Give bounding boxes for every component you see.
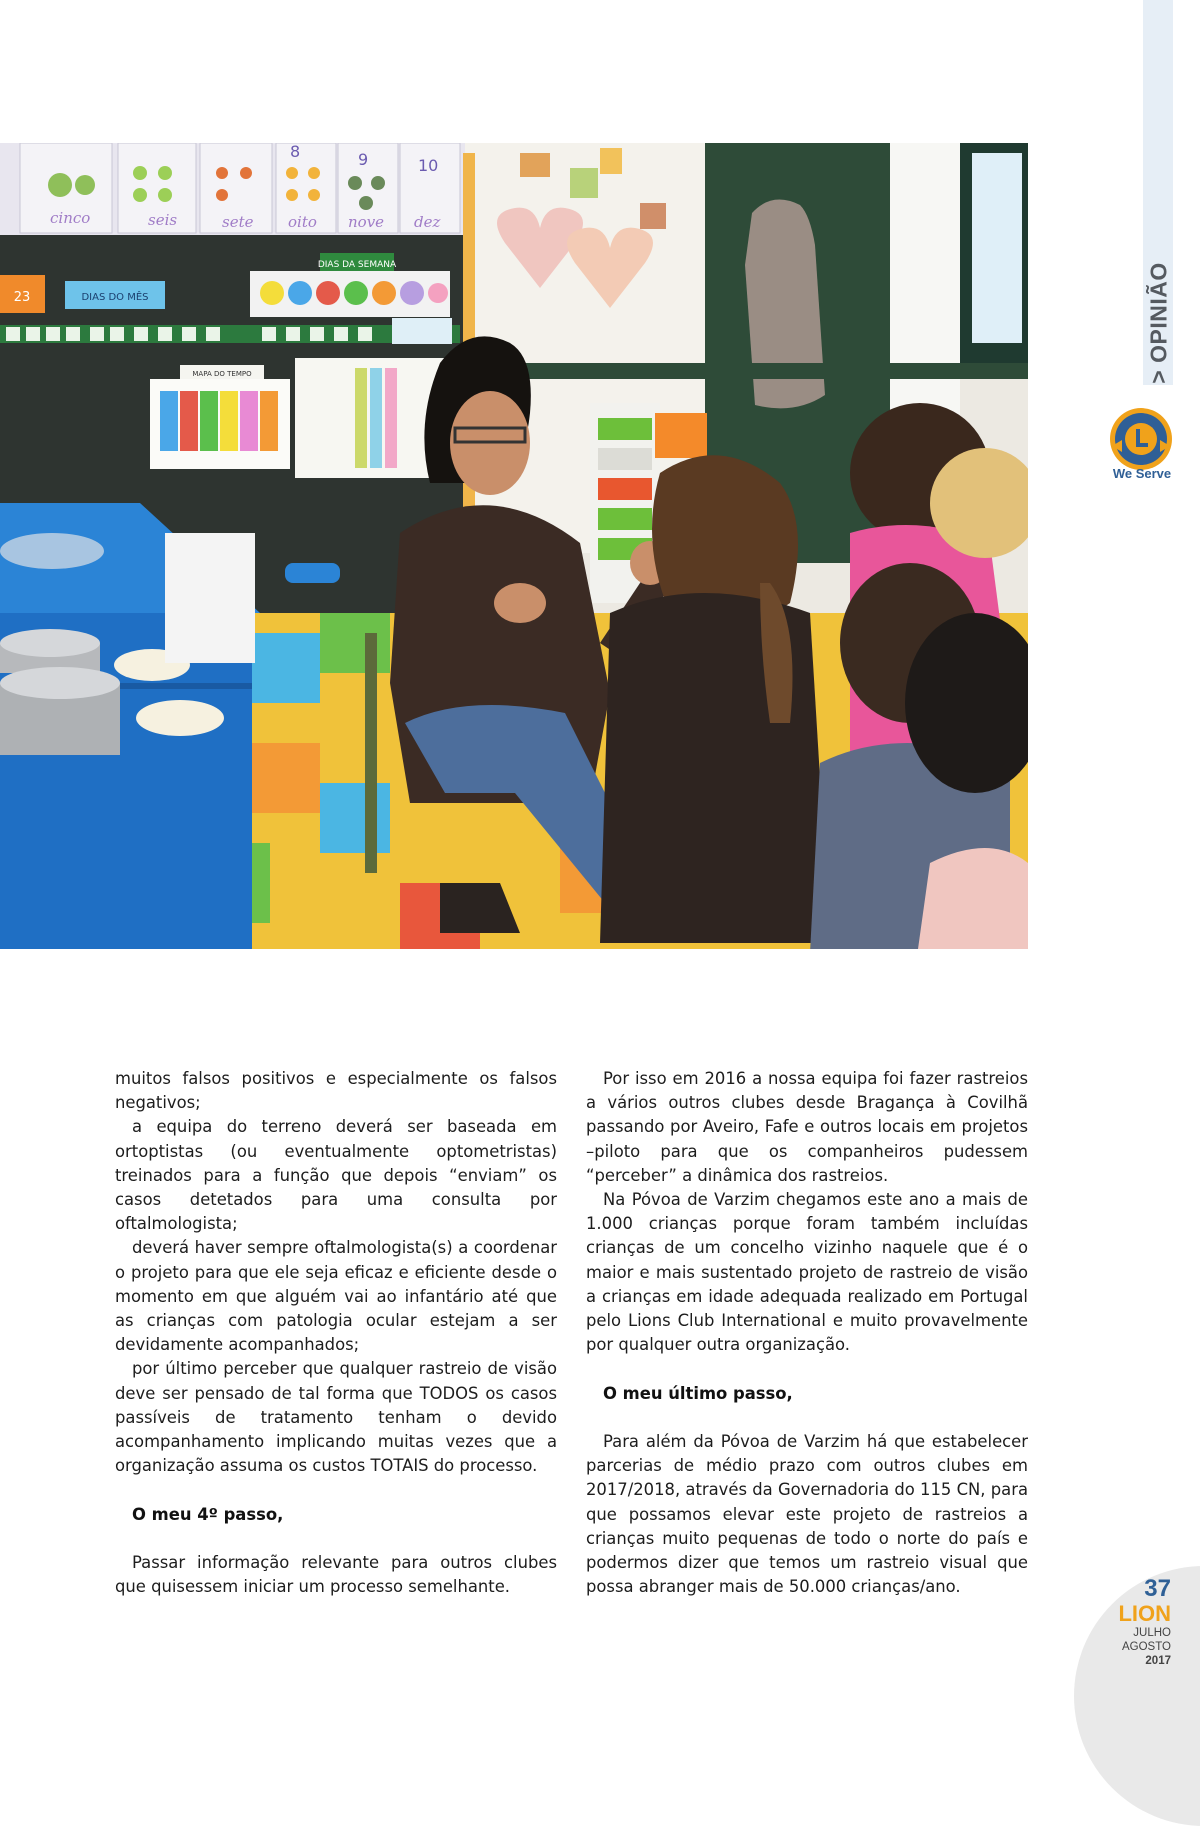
chair xyxy=(365,633,377,873)
section-label-text: > OPINIÃO xyxy=(1145,262,1172,384)
logo-center xyxy=(1125,423,1157,455)
section-label xyxy=(1129,258,1189,388)
number-cards xyxy=(0,143,465,235)
card-word-oito: oito xyxy=(288,213,317,231)
lions-logo xyxy=(1108,406,1174,472)
card-number-9: 9 xyxy=(358,150,369,169)
page-number: 37 xyxy=(1144,1575,1171,1602)
card-word-nove: nove xyxy=(348,213,385,231)
paragraph: a equipa do terreno deverá ser baseada em ortoptistas (ou eventualmente optometristas) treinados para a função que depois “enviam” os casos detetados para uma consulta por oftalmologista; xyxy=(115,1117,557,1234)
card-word-cinco: cinco xyxy=(50,209,91,227)
weekday-circles xyxy=(250,271,450,317)
article-column-right xyxy=(586,1067,1028,1599)
card-number-10: 10 xyxy=(418,156,439,175)
card-word-seis: seis xyxy=(148,211,178,229)
toy-car xyxy=(285,563,340,583)
classroom-photo-illustration xyxy=(0,143,1028,949)
classroom-photo xyxy=(0,143,1028,949)
paragraph: Por isso em 2016 a nossa equipa foi fazer rastreios a vários outros clubes desde Bragança à Covilhã passando por Aveiro, Fafe e outros locais em projetos –piloto para que os companheiros pudessem “perceber” a dinâmica dos rastreios. xyxy=(586,1069,1028,1185)
label-dias-da-semana: DIAS DA SEMANA xyxy=(317,260,397,270)
paragraph: deverá haver sempre oftalmologista(s) a coordenar o projeto para que ele seja eficaz e eficiente desde o momento em que alguém vai ao infantário até que as crianças com patologia ocular estejam a ser devidamente acompanhados; xyxy=(115,1238,557,1355)
we-serve-tagline: We Serve xyxy=(1112,466,1172,481)
date-card: 23 xyxy=(13,290,31,305)
subheading: O meu 4º passo, xyxy=(132,1504,284,1524)
label-mapa-do-tempo: MAPA DO TEMPO xyxy=(192,370,252,378)
paragraph: por último perceber que qualquer rastreio de visão deve ser pensado de tal forma que TODOS os casos passíveis de tratamento tenham o devido acompanhamento implicando muitas vezes que a organização assuma os custos TOTAIS do processo. xyxy=(115,1359,557,1476)
paragraph: Passar informação relevante para outros clubes que quisessem iniciar um processo semelhante. xyxy=(115,1553,557,1597)
card-word-dez: dez xyxy=(414,213,441,231)
issue-month-2: AGOSTO xyxy=(1122,1641,1171,1653)
paragraph: Para além da Póvoa de Varzim há que estabelecer parcerias de médio prazo com outros clubes em 2017/2018, através da Governadoria do 115 CN, para que possamos elevar este projeto de rastreios a crianças muito pequenas de todo o norte do país e podermos dizer que temos um rastreio visual que possa abranger mais de 50.000 crianças/ano. xyxy=(586,1432,1028,1597)
article-column-left xyxy=(115,1067,557,1599)
paragraph: Na Póvoa de Varzim chegamos este ano a mais de 1.000 crianças porque foram também incluídas crianças de um concelho vizinho naquele que é o maior e mais sustentado projeto de rastreio de visão a crianças em idade adequada realizado em Portugal pelo Lions Club International e muito provavelmente por qualquer outra organização. xyxy=(586,1190,1028,1355)
paragraph: muitos falsos positivos e especialmente os falsos negativos; xyxy=(115,1069,557,1113)
card-number-8: 8 xyxy=(290,143,301,161)
page-folio xyxy=(1100,1576,1171,1668)
label-dias-do-mes: DIAS DO MÊS xyxy=(81,292,149,303)
drawer-unit xyxy=(165,533,255,663)
issue-month-1: JULHO xyxy=(1133,1627,1171,1639)
subheading: O meu último passo, xyxy=(603,1383,793,1403)
magazine-name: LION xyxy=(1118,1601,1171,1626)
issue-year: 2017 xyxy=(1145,1655,1171,1667)
card-word-sete: sete xyxy=(222,213,254,231)
